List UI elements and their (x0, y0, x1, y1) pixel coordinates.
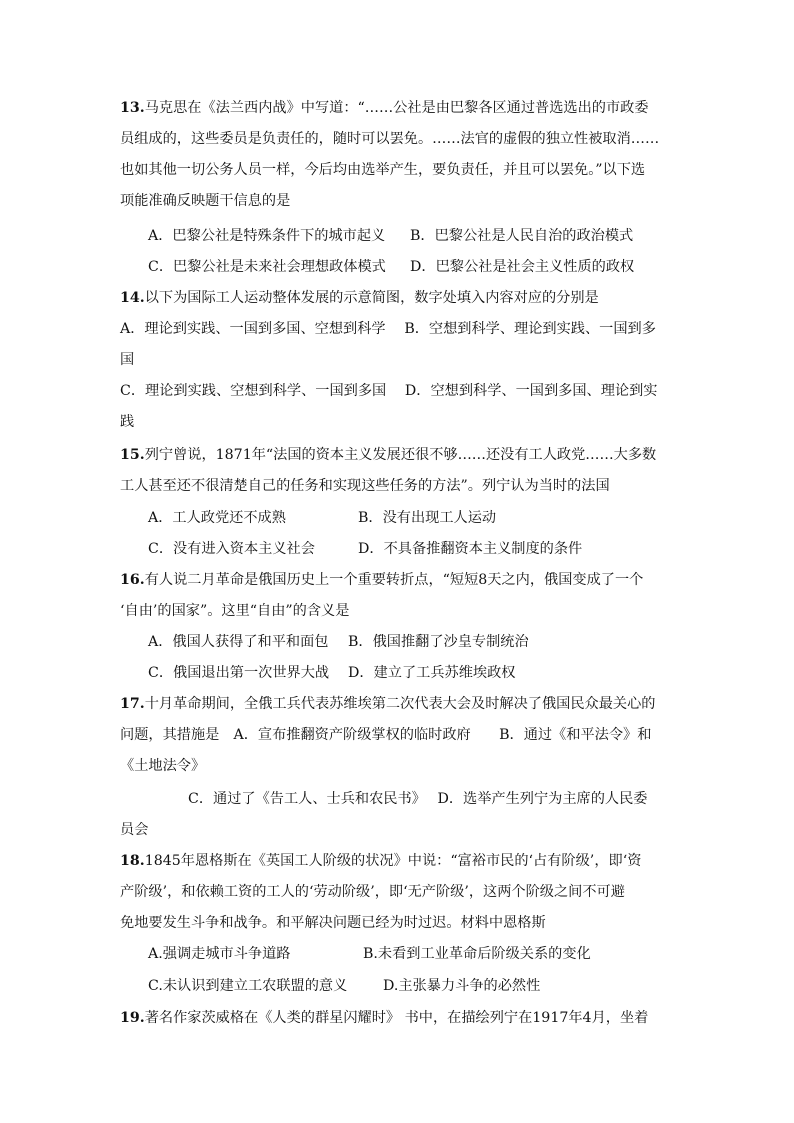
question-15-options-row-1 (120, 508, 660, 528)
question-19-line-1 (120, 1008, 660, 1028)
question-16-line-1 (120, 570, 660, 590)
question-15-option-b: B．没有出现工人运动 (358, 510, 497, 526)
question-13-option-b: B．巴黎公社是人民自治的政治模式 (410, 228, 634, 244)
question-18-option-d: D.主张暴力斗争的必然性 (383, 978, 541, 994)
question-19-text: 著名作家茨威格在《人类的群星闪耀时》 书中，在描绘列宁在1917年4月，坐着 (144, 1010, 649, 1026)
question-15-option-d: D．不具备推翻资本主义制度的条件 (358, 541, 583, 557)
question-18-options-row-1 (120, 944, 660, 964)
question-14-line-5: 践 (120, 414, 135, 430)
question-17-text: 十月革命期间，全俄工兵代表苏维埃第二次代表大会及时解决了俄国民众最关心的 (144, 696, 656, 712)
question-15-option-c: C．没有进入资本主义社会 (148, 541, 315, 557)
question-13-text: 马克思在《法兰西内战》中写道：“……公社是由巴黎各区通过普选选出的市政委 (144, 100, 649, 116)
question-13-options-row-1 (120, 226, 660, 246)
question-16-option-a: A．俄国人获得了和平和面包 (148, 634, 329, 650)
question-15-line-1 (120, 445, 660, 465)
question-18-text: 1845年恩格斯在《英国工人阶级的状况》中说：“富裕市民的‘占有阶级’，即‘资 (144, 853, 642, 869)
question-18-line-1 (120, 851, 660, 871)
question-13-number: 13. (120, 100, 145, 116)
question-13-options-row-2 (120, 257, 660, 277)
question-15-text: 列宁曾说，1871年“法国的资本主义发展还很不够……还没有工人政党……大多数 (144, 447, 657, 463)
question-18-number: 18. (120, 853, 145, 869)
question-16-text: 有人说二月革命是俄国历史上一个重要转折点，“短短8天之内，俄国变成了一个 (144, 572, 644, 588)
question-18-options-row-2 (120, 976, 660, 996)
question-18-option-b: B.未看到工业革命后阶级关系的变化 (363, 946, 591, 962)
question-15-option-a: A．工人政党还不成熟 (148, 510, 286, 526)
question-17-line-4 (120, 789, 660, 809)
question-14-line-3: 国 (120, 352, 135, 368)
question-17-line-5: 员会 (120, 822, 149, 838)
question-16-option-b: B．俄国推翻了沙皇专制统治 (348, 634, 529, 650)
question-18-line-3: 免地要发生斗争和战争。和平解决问题已经为时过迟。材料中恩格斯 (120, 915, 546, 931)
question-14-line-1 (120, 288, 660, 308)
question-15-number: 15. (120, 447, 145, 463)
question-14-line-2: A．理论到实践、一国到多国、空想到科学 B．空想到科学、理论到实践、一国到多 (120, 321, 656, 337)
question-16-options-row-1 (120, 632, 660, 652)
question-16-option-d: D．建立了工兵苏维埃政权 (348, 665, 516, 681)
question-13-line-1 (120, 98, 660, 118)
question-17-line-2: 问题，其措施是 A．宣布推翻资产阶级掌权的临时政府 B．通过《和平法令》和 (120, 727, 652, 743)
question-17-options-cd: C．通过了《告工人、士兵和农民书》 D．选举产生列宁为主席的人民委 (188, 791, 648, 807)
question-16-number: 16. (120, 572, 145, 588)
question-18-option-a: A.强调走城市斗争道路 (148, 946, 291, 962)
question-13-line-4: 项能准确反映题干信息的是 (120, 193, 291, 209)
question-15-line-2: 工人甚至还不很清楚自己的任务和实现这些任务的方法”。列宁认为当时的法国 (120, 478, 610, 494)
question-18-option-c: C.未认识到建立工农联盟的意义 (148, 978, 348, 994)
question-18-line-2: 产阶级’，和依赖工资的工人的‘劳动阶级’，即‘无产阶级’，这两个阶级之间不可避 (120, 884, 625, 900)
question-17-line-3: 《土地法令》 (120, 758, 206, 774)
question-14-text: 以下为国际工人运动整体发展的示意简图，数字处填入内容对应的分别是 (144, 290, 599, 306)
question-13-option-a: A．巴黎公社是特殊条件下的城市起义 (148, 228, 386, 244)
question-14-number: 14. (120, 290, 145, 306)
question-17-line-1 (120, 694, 660, 714)
question-13-line-2: 员组成的，这些委员是负责任的，随时可以罢免。……法官的虚假的独立性被取消…… (120, 131, 660, 147)
question-13-option-c: C．巴黎公社是未来社会理想政体模式 (148, 259, 386, 275)
question-14-line-4: C．理论到实践、空想到科学、一国到多国 D．空想到科学、一国到多国、理论到实 (120, 383, 658, 399)
question-15-options-row-2 (120, 539, 660, 559)
question-17-number: 17. (120, 696, 145, 712)
question-13-line-3: 也如其他一切公务人员一样，今后均由选举产生，要负责任，并且可以罢免。”以下选 (120, 162, 646, 178)
question-19-number: 19. (120, 1010, 145, 1026)
question-13-option-d: D．巴黎公社是社会主义性质的政权 (410, 259, 635, 275)
question-16-option-c: C．俄国退出第一次世界大战 (148, 665, 330, 681)
question-16-options-row-2 (120, 663, 660, 683)
question-16-line-2: ‘自由’的国家”。这里“自由”的含义是 (120, 603, 350, 619)
